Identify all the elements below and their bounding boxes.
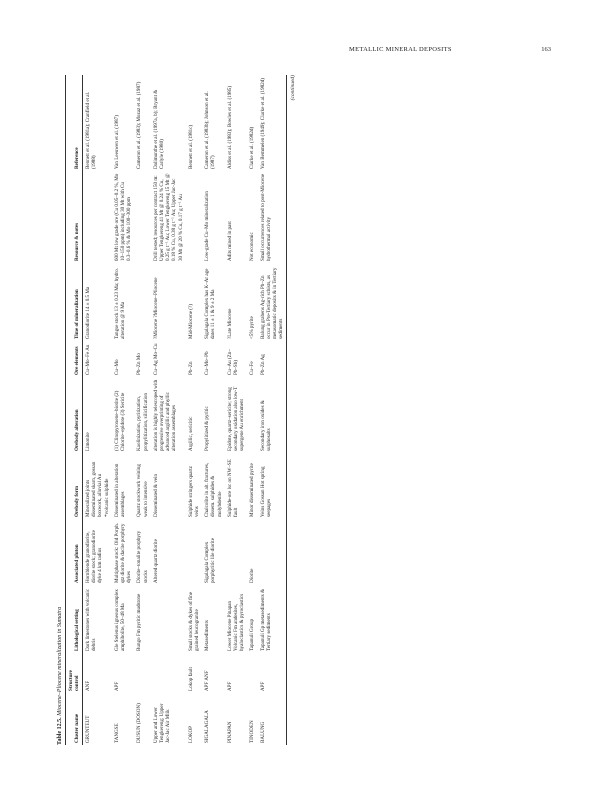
table-cell bbox=[134, 171, 150, 263]
table-cell: Disseminated in alteration assemblages bbox=[113, 463, 127, 517]
table-row bbox=[225, 75, 248, 745]
table-cell: TANGSE bbox=[113, 723, 120, 743]
table-cell: Cu–Au (Zn–Pb–Sb) bbox=[226, 349, 240, 375]
table-caption-label: Table 12.5. bbox=[57, 717, 63, 745]
table-cell: Minor disseminated pyrite bbox=[249, 463, 256, 517]
table-cell: Cameron et al. (1983); Mozaz et al. (1987) bbox=[136, 81, 143, 169]
table-cell: Dark limestones with volcanic debris bbox=[85, 588, 98, 651]
table-cell: Quartz stockwork veining weak to intensive bbox=[136, 464, 149, 517]
table-cell: APF bbox=[226, 681, 233, 691]
table-cell: Balung grabens Ag-rich Pb–Zn occur in Pre-Tertiary schists, as metasomatic deposits & in Tertiary sediments bbox=[258, 263, 287, 341]
table-cell: Sulphide-ore lsc on NW–SE fault bbox=[226, 459, 240, 517]
table-cell: (1) Clinopyroxene–biotite (2) Chlorite–epidote (3) Sericite bbox=[113, 390, 127, 451]
table-cell: Diorite–tonalite porphyry stocks bbox=[136, 530, 149, 583]
table-cell: PINAPAN bbox=[226, 721, 233, 743]
table-cell: Aldiss et al. (1983); Bowles et al. (1985) bbox=[226, 85, 233, 169]
table-cell: Secondary iron oxides & sulphosalts bbox=[258, 377, 287, 453]
table-cell: Veins Gossan Hot spring seepages bbox=[258, 453, 287, 519]
table-cell bbox=[247, 377, 257, 453]
table-cell bbox=[151, 585, 186, 653]
column-header: Lithological setting bbox=[66, 585, 83, 653]
table-row bbox=[151, 75, 186, 745]
column-header: Cluster name bbox=[66, 693, 83, 745]
table-cell: Altered quartz diorite bbox=[152, 539, 159, 583]
table-cell: GRUNTEUT bbox=[85, 715, 91, 743]
column-header: Ore elements bbox=[66, 341, 83, 377]
column-header: Structure control bbox=[66, 653, 83, 693]
table-row bbox=[258, 75, 287, 745]
table-cell bbox=[258, 519, 287, 585]
table-cell: 600 Mt low grade ore (Cu 0.05–0.2 %, Mo 10–150 ppm) including 30 Mt with Cu 0.3–0.6 % & Mo 100–300 ppm bbox=[113, 173, 133, 261]
table-cell: Bennett et al. (1981c) bbox=[187, 124, 194, 169]
table-cell: SIGALAGALA bbox=[204, 710, 211, 743]
table-cell: Sigalagala Complex porphyritic lile diorite bbox=[204, 538, 217, 583]
table-cell: alteration is highly telescoped with progressive overprinting of advanced argillic and phyllic alteration assemblages bbox=[152, 379, 178, 451]
table-cell: Small occurrences related to post-Miocene hydrothermal activity bbox=[258, 171, 287, 263]
table-cell: ?Miocene ?Miocene–Pliocene bbox=[152, 277, 159, 339]
table-cell bbox=[134, 653, 150, 693]
table-cell bbox=[186, 519, 202, 585]
table-cell: Adits mined in past bbox=[226, 221, 233, 261]
table-cell: APF bbox=[113, 681, 120, 691]
table-cell: Mineralized joints disseminated skarn, gossan boxwork, alluvial Au *volcanic sulphide bbox=[85, 461, 110, 517]
mineralization-table bbox=[65, 75, 287, 745]
table-row bbox=[83, 75, 112, 745]
table-cell: Tapanuli Group bbox=[249, 618, 256, 651]
table-cell: Small stocks & dykes of fine grained leucogranite bbox=[187, 592, 201, 651]
table-cell bbox=[186, 171, 202, 263]
table-cell: Disseminated & vein bbox=[152, 473, 159, 517]
table-cell: Cu–Mo–Pb bbox=[204, 351, 211, 375]
table-cell: LOKOP bbox=[187, 726, 194, 743]
table-cell: Diorite bbox=[249, 568, 256, 583]
table-row bbox=[186, 75, 202, 745]
table-cell: Cameron et al. (1983b); Johnson et al. (1987) bbox=[204, 91, 217, 169]
table-cell: Cu–Ag Mo–Cu bbox=[152, 343, 159, 375]
table-caption-text: Miocene–Pliocene mineralization in Sumatra bbox=[57, 606, 63, 716]
table-cell: Upper and Lower Tengkereng; Upper Jac-Jac Air Mlik bbox=[152, 703, 172, 743]
column-header: Orebody form bbox=[66, 453, 83, 519]
column-header: Resource & notes bbox=[66, 171, 83, 263]
rotated-table-block bbox=[55, 75, 550, 745]
table-cell: ?Late Miocene bbox=[226, 308, 233, 339]
running-title: METALLIC MINERAL DEPOSITS bbox=[349, 46, 452, 53]
table-cell: Bennett et al. (1981a); Cranfield et al. (1988) bbox=[85, 91, 98, 169]
table-cell: Argillic, sericitic bbox=[187, 416, 194, 451]
table-cell bbox=[247, 653, 257, 693]
table-cell: Cu–Fe bbox=[249, 361, 256, 375]
table-cell: APF bbox=[258, 653, 287, 693]
table-row bbox=[247, 75, 257, 745]
table-cell: Kaolinization, pyritization, propylitization, silicification bbox=[136, 393, 149, 451]
page-number: 163 bbox=[541, 46, 551, 53]
table-cell: Bungo Fm pyritic mudstone bbox=[136, 593, 143, 651]
table-cell: Metasediments bbox=[204, 620, 211, 651]
table-cell: Pb–Zn Mo bbox=[136, 353, 143, 375]
table-cell: Sigalagala Complex has K–Ar age dates 11 ± 1 & 9 ± 2 Ma bbox=[204, 268, 217, 339]
table-caption bbox=[55, 75, 65, 745]
table-cell: Multiphase stock: Old Porph. qtz diorite & dacite porphyry dykes bbox=[113, 523, 133, 583]
table-cell: Epidote, quartz–sericite; strong secondary oxidation also low-T supergene Au enrichment bbox=[226, 386, 246, 451]
table-cell: Not economic bbox=[249, 232, 256, 261]
table-cell: Lokop fault bbox=[187, 667, 194, 691]
table-cell: APF ANF bbox=[204, 670, 211, 691]
table-cell: Low-grade Cu–Mo mineralization bbox=[204, 191, 211, 261]
table-cell: Propylitized & pyritic bbox=[204, 406, 211, 451]
table-row bbox=[134, 75, 150, 745]
table-cell bbox=[83, 171, 112, 263]
column-header: Reference bbox=[66, 75, 83, 171]
table-row bbox=[202, 75, 225, 745]
table-cell: DUSUN (DOSON) bbox=[136, 703, 143, 743]
table-cell: TINODEN bbox=[249, 720, 256, 743]
table-cell: Hornblende granodiorite, diorite stock; granodiorite dyke 4 km radius bbox=[85, 530, 104, 583]
column-header: Orebody alteration bbox=[66, 377, 83, 453]
table-cell: Cu–Mo bbox=[113, 359, 120, 375]
table-cell: Gle Stelenus igneous complex amphibolite, 50–48 Ma bbox=[113, 589, 127, 651]
table-cell: Lower Miocene Pinapan Volcanic Fm andesites, hyaloclastics & pyroclastics bbox=[226, 593, 246, 651]
column-header: Time of mineralization bbox=[66, 263, 83, 341]
table-cell: ANF bbox=[85, 680, 91, 691]
table-cell: Clarke et al. (1982d) bbox=[249, 126, 256, 169]
table-cell: Van Bemmelen (1949); Clarke et al. (1982d) bbox=[258, 75, 287, 171]
table-cell bbox=[151, 653, 186, 693]
table-cell: Tangse stock 13 ± 0.23 Ma; hydro. alteration @ 9 Ma bbox=[113, 268, 127, 339]
table-cell: BALUNG bbox=[258, 693, 287, 745]
table-cell: Cu–Mo–Fe Au bbox=[85, 344, 91, 375]
table-cell: Pb–Zn bbox=[187, 361, 194, 375]
table-cell bbox=[134, 263, 150, 341]
table-cell: Van Leeuwen et al. (1987) bbox=[113, 115, 120, 169]
table-cell: Granodiorite 14 ± 0.5 Ma bbox=[85, 286, 91, 339]
table-row bbox=[112, 75, 135, 745]
table-cell bbox=[225, 519, 248, 585]
table-cell: Mid-Miocene (?) bbox=[187, 304, 194, 339]
table-cell: Sulphide stringers quartz veins bbox=[187, 466, 201, 517]
table-cell: Pb–Zn Ag bbox=[258, 341, 287, 377]
continued-note: (continued) bbox=[290, 75, 297, 101]
table-cell: Tapanuli Gp metasediments & Tertiary sediments bbox=[258, 585, 287, 653]
table-cell: <5% pyrite bbox=[249, 316, 256, 339]
table-cell: Chalcolite in alt. fractures, dissem. sulphides & molybdenite bbox=[204, 462, 223, 517]
table-header-row bbox=[66, 75, 83, 745]
table-cell: Limonite bbox=[85, 432, 91, 451]
column-header: Associated pluton bbox=[66, 519, 83, 585]
running-header bbox=[0, 46, 598, 58]
table-cell: Dalimunthe et al. (1997a, b); Bryant & Carlyle (1980) bbox=[152, 89, 166, 169]
table-cell: Drill tested; resources per contract 150 m: Upper Tengkereng 41 Mt @ 0.24 % Cu, 0.25 g t⁻¹ Au; Lower Tengkereng 15 Mt @ 0.18 % Cu, 0.38 g t⁻¹ Au; Upper Jac-Jac 30 Mt @ 20 % Cu, 0.17 g t⁻¹ Au bbox=[152, 173, 184, 261]
